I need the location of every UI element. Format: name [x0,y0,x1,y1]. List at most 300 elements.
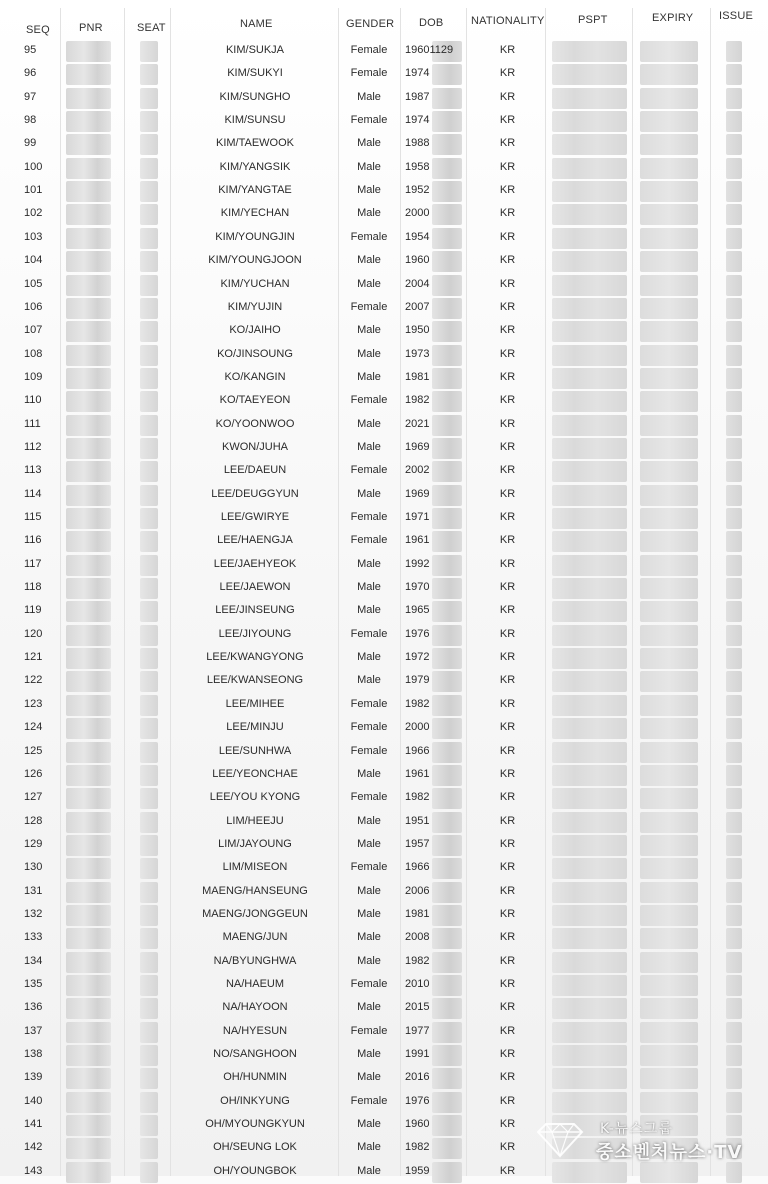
redacted-pnr [66,368,111,389]
cell-nationality: KR [499,557,516,570]
table-row [0,624,768,647]
cell-name: KO/TAEYEON [219,394,291,407]
cell-name: KIM/SUNGHO [219,90,291,103]
redacted-iss [726,952,742,973]
redacted-pnr [66,882,111,903]
cell-seq: 122 [24,674,43,687]
redacted-pnr [66,111,111,132]
cell-gender: Male [357,277,381,290]
cell-name: KIM/SUKJA [225,44,285,56]
redacted-seat [140,64,158,85]
cell-seq: 98 [24,114,37,127]
redacted-iss [726,648,742,669]
redacted-exp [640,438,698,459]
redacted-pnr [66,555,111,576]
cell-gender: Male [357,581,381,594]
redacted-pspt [552,555,627,576]
cell-nationality: KR [499,90,516,103]
cell-gender: Female [350,464,388,477]
redacted-exp [640,88,698,109]
redacted-seat [140,788,158,809]
redacted-seat [140,251,158,272]
cell-gender: Female [350,67,388,80]
redacted-pnr [66,531,111,552]
cell-dob: 1969 [405,487,430,500]
redacted-exp [640,391,698,412]
cell-dob: 1981 [405,370,430,383]
redacted-pspt [552,134,627,155]
redacted-seat [140,905,158,926]
table-row [0,274,768,297]
cell-seq: 113 [24,464,42,477]
cell-dob: 2007 [405,300,430,313]
cell-seq: 110 [24,394,42,407]
redacted-pspt [552,648,627,669]
cell-name: NA/HAEUM [225,978,285,990]
redacted-iss [726,1022,742,1043]
redacted-pspt [552,788,627,809]
cell-dob: 1974 [405,67,430,80]
redacted-exp [640,298,698,319]
table-row [0,460,768,483]
cell-seq: 120 [24,627,43,640]
cell-gender: Male [357,137,381,150]
redacted-iss [726,671,742,692]
cell-nationality: KR [499,207,516,220]
cell-gender: Male [357,207,381,220]
redacted-pspt [552,228,627,249]
cell-name: KO/YOONWOO [215,417,295,430]
redacted-seat [140,671,158,692]
cell-nationality: KR [499,1024,516,1037]
redacted-seat [140,835,158,856]
cell-name: KIM/YUJIN [227,300,283,313]
cell-nationality: KR [499,674,516,687]
cell-nationality: KR [499,1048,516,1061]
redacted-exp [640,812,698,833]
redacted-pspt [552,111,627,132]
cell-dob: 2000 [405,207,430,220]
redacted-exp [640,835,698,856]
cell-gender: Male [357,160,381,173]
cell-gender: Male [357,184,381,197]
table-row [0,157,768,180]
cell-name: MAENG/JUN [222,931,288,944]
redacted-pnr [66,228,111,249]
table-row [0,647,768,670]
cell-nationality: KR [499,837,516,850]
header-seq: SEQ [26,24,50,36]
cell-gender: Male [357,651,381,664]
cell-name: LEE/YEONCHAE [212,767,298,780]
redacted-iss [726,391,742,412]
cell-name: KIM/SUKYI [227,67,283,80]
redacted-iss [726,41,742,62]
redacted-pnr [66,1138,111,1159]
table-row [0,577,768,600]
cell-gender: Male [357,604,381,617]
table-row [0,484,768,507]
redacted-iss [726,181,742,202]
cell-nationality: KR [499,67,516,80]
cell-nationality: KR [499,861,516,874]
cell-gender: Male [357,1141,381,1154]
redacted-pnr [66,835,111,856]
redacted-exp [640,531,698,552]
cell-seq: 112 [24,440,42,453]
redacted-pspt [552,812,627,833]
redacted-iss [726,975,742,996]
redacted-seat [140,345,158,366]
redacted-pnr [66,134,111,155]
cell-nationality: KR [499,277,516,290]
redacted-iss [726,928,742,949]
table-row [0,227,768,250]
redacted-iss [726,438,742,459]
cell-name: MAENG/HANSEUNG [202,884,308,897]
cell-nationality: KR [499,417,516,430]
redacted-pnr [66,1068,111,1089]
cell-dob: 1988 [405,137,430,150]
cell-nationality: KR [499,511,516,523]
cell-dob: 1982 [405,697,430,710]
redacted-iss [726,718,742,739]
redacted-pspt [552,601,627,622]
cell-nationality: KR [499,300,516,313]
cell-nationality: KR [499,767,516,780]
table-row [0,390,768,413]
watermark-line2: 중소벤처뉴스·TV [596,1142,743,1163]
cell-nationality: KR [499,721,516,734]
cell-seq: 130 [24,861,43,874]
redacted-pnr [66,1162,111,1183]
cell-dob: 1952 [405,184,430,197]
cell-gender: Female [350,697,388,710]
cell-dob: 2008 [405,931,430,944]
cell-gender: Male [357,557,381,570]
redacted-exp [640,928,698,949]
cell-nationality: KR [499,534,516,547]
cell-dob: 1972 [405,651,430,664]
cell-name: LEE/KWANGYONG [206,651,304,664]
redacted-seat [140,531,158,552]
cell-name: KWON/JUHA [222,440,288,453]
cell-seq: 132 [24,907,43,920]
redacted-exp [640,485,698,506]
cell-gender: Male [357,487,381,500]
cell-dob: 1977 [405,1024,430,1037]
redacted-pnr [66,695,111,716]
table-row [0,694,768,717]
cell-name: KO/KANGIN [224,370,286,383]
cell-dob: 1982 [405,394,430,407]
redacted-exp [640,625,698,646]
cell-name: OH/HUNMIN [223,1071,287,1084]
cell-seq: 134 [24,954,43,967]
redacted-iss [726,601,742,622]
table-row [0,857,768,880]
cell-seq: 133 [24,931,43,944]
redacted-seat [140,718,158,739]
cell-seq: 124 [24,721,43,734]
redacted-seat [140,695,158,716]
table-row [0,1021,768,1044]
table-row [0,670,768,693]
cell-name: KO/JINSOUNG [217,347,293,360]
table-row [0,203,768,226]
cell-gender: Male [357,931,381,944]
table-row [0,133,768,156]
header-expiry: EXPIRY [652,12,694,24]
header-pnr: PNR [79,22,103,34]
table-row [0,951,768,974]
redacted-seat [140,298,158,319]
cell-gender: Female [350,978,388,990]
redacted-iss [726,625,742,646]
redacted-pnr [66,298,111,319]
cell-seq: 119 [24,604,42,617]
cell-name: KIM/YUCHAN [220,277,290,290]
cell-dob: 1957 [405,837,430,850]
cell-seq: 121 [24,651,43,664]
redacted-exp [640,905,698,926]
cell-name: LEE/JAEWON [219,581,291,594]
redacted-exp [640,952,698,973]
redacted-seat [140,438,158,459]
redacted-seat [140,858,158,879]
table-row [0,741,768,764]
redacted-seat [140,461,158,482]
cell-nationality: KR [499,370,516,383]
cell-name: OH/YOUNGBOK [213,1164,297,1177]
redacted-seat [140,88,158,109]
redacted-pnr [66,952,111,973]
redacted-exp [640,181,698,202]
redacted-pspt [552,835,627,856]
redacted-pspt [552,321,627,342]
redacted-iss [726,788,742,809]
redacted-pnr [66,625,111,646]
redacted-exp [640,1022,698,1043]
redacted-pspt [552,1045,627,1066]
redacted-iss [726,1045,742,1066]
redacted-pspt [552,952,627,973]
cell-gender: Male [357,884,381,897]
cell-nationality: KR [499,487,516,500]
redacted-iss [726,531,742,552]
redacted-iss [726,368,742,389]
cell-dob: 1951 [405,814,430,827]
table-row [0,811,768,834]
redacted-exp [640,998,698,1019]
cell-dob: 1982 [405,1141,430,1154]
table-row [0,974,768,997]
redacted-pspt [552,485,627,506]
redacted-exp [640,41,698,62]
watermark-line1: K-뉴스그룹 [600,1121,673,1137]
cell-gender: Male [357,324,381,337]
cell-name: LEE/JINSEUNG [215,604,295,617]
cell-name: OH/MYOUNGKYUN [205,1118,305,1131]
redacted-exp [640,671,698,692]
cell-seq: 125 [24,744,43,757]
table-row [0,787,768,810]
cell-name: KIM/YOUNGJOON [208,254,302,267]
cell-name: KIM/YANGTAE [218,184,292,197]
redacted-exp [640,204,698,225]
table-row [0,110,768,133]
table-row [0,881,768,904]
cell-name: LEE/JIYOUNG [218,627,292,640]
redacted-pspt [552,181,627,202]
cell-dob: 1970 [405,581,430,594]
cell-seq: 108 [24,347,43,360]
redacted-pspt [552,1092,627,1113]
redacted-seat [140,625,158,646]
redacted-iss [726,1068,742,1089]
cell-nationality: KR [499,394,516,407]
cell-dob: 1966 [405,744,430,757]
redacted-seat [140,975,158,996]
cell-gender: Male [357,1118,381,1131]
redacted-exp [640,111,698,132]
redacted-pspt [552,438,627,459]
cell-dob: 2016 [405,1071,430,1084]
redacted-exp [640,508,698,529]
redacted-pnr [66,648,111,669]
cell-gender: Female [350,1094,388,1107]
cell-gender: Male [357,837,381,850]
cell-seq: 126 [24,767,43,780]
cell-gender: Male [357,370,381,383]
cell-dob: 1992 [405,557,430,570]
redacted-iss [726,998,742,1019]
redacted-seat [140,928,158,949]
cell-name: OH/INKYUNG [220,1094,290,1107]
cell-nationality: KR [499,651,516,664]
redacted-pspt [552,391,627,412]
redacted-iss [726,858,742,879]
redacted-seat [140,368,158,389]
redacted-iss [726,88,742,109]
redacted-exp [640,368,698,389]
cell-gender: Male [357,347,381,360]
redacted-iss [726,415,742,436]
table-row [0,717,768,740]
cell-dob: 1987 [405,90,430,103]
cell-seq: 101 [24,184,43,197]
redacted-iss [726,275,742,296]
redacted-pspt [552,298,627,319]
redacted-pspt [552,508,627,529]
redacted-exp [640,1045,698,1066]
cell-nationality: KR [499,627,516,640]
cell-nationality: KR [499,931,516,944]
cell-seq: 107 [24,324,43,337]
redacted-seat [140,952,158,973]
redacted-seat [140,648,158,669]
redacted-pnr [66,601,111,622]
redacted-exp [640,601,698,622]
cell-name: LEE/GWIRYE [220,511,290,523]
redacted-iss [726,695,742,716]
table-row [0,297,768,320]
cell-nationality: KR [499,604,516,617]
cell-gender: Female [350,230,388,243]
redacted-pnr [66,321,111,342]
cell-name: NA/HYESUN [222,1024,288,1037]
cell-dob: 1982 [405,954,430,967]
cell-nationality: KR [499,1164,516,1177]
table-row [0,554,768,577]
redacted-pspt [552,671,627,692]
cell-seq: 118 [24,581,42,594]
cell-name: MAENG/JONGGEUN [202,907,308,920]
redacted-iss [726,905,742,926]
redacted-exp [640,718,698,739]
redacted-exp [640,882,698,903]
cell-gender: Male [357,814,381,827]
redacted-exp [640,695,698,716]
redacted-seat [140,1138,158,1159]
cell-nationality: KR [499,137,516,150]
redacted-pnr [66,461,111,482]
redacted-seat [140,134,158,155]
cell-dob: 2002 [405,464,430,477]
redacted-pnr [66,508,111,529]
cell-name: NO/SANGHOON [213,1048,297,1061]
cell-nationality: KR [499,581,516,594]
redacted-pnr [66,88,111,109]
redacted-seat [140,998,158,1019]
redacted-seat [140,158,158,179]
table-row [0,414,768,437]
redacted-iss [726,765,742,786]
redacted-pspt [552,858,627,879]
redacted-iss [726,64,742,85]
redacted-seat [140,321,158,342]
cell-gender: Female [350,44,388,56]
redacted-exp [640,975,698,996]
cell-dob: 1959 [405,1164,430,1177]
cell-seq: 127 [24,791,43,804]
redacted-iss [726,204,742,225]
cell-name: LEE/DAEUN [223,464,287,477]
redacted-pspt [552,765,627,786]
redacted-iss [726,251,742,272]
cell-gender: Male [357,254,381,267]
cell-seq: 115 [24,511,42,523]
cell-gender: Female [350,791,388,804]
redacted-pspt [552,64,627,85]
cell-name: LIM/JAYOUNG [218,837,292,850]
redacted-iss [726,812,742,833]
redacted-seat [140,228,158,249]
redacted-iss [726,578,742,599]
cell-name: KIM/SUNSU [224,114,286,127]
cell-gender: Male [357,90,381,103]
cell-seq: 137 [24,1024,43,1037]
cell-seq: 128 [24,814,43,827]
redacted-pspt [552,345,627,366]
cell-nationality: KR [499,254,516,267]
redacted-pspt [552,718,627,739]
cell-nationality: KR [499,230,516,243]
cell-nationality: KR [499,184,516,197]
cell-name: KIM/TAEWOOK [215,137,295,150]
redacted-pnr [66,485,111,506]
redacted-pnr [66,158,111,179]
